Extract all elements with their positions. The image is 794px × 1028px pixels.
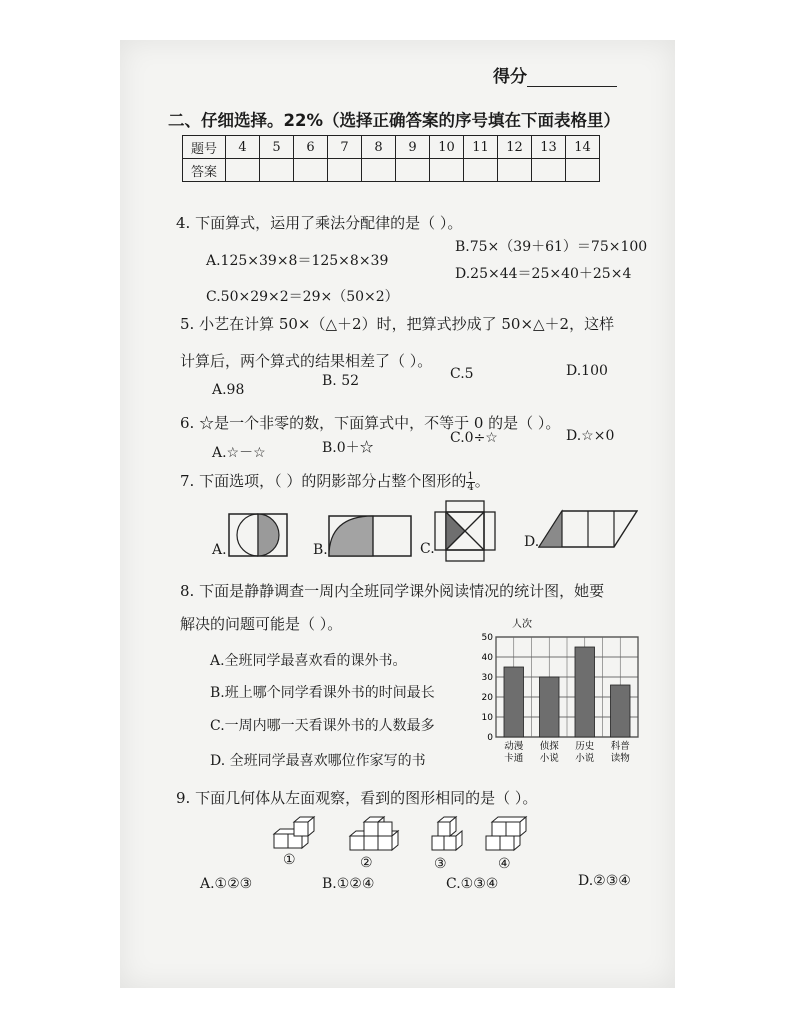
chart-ylabel: 人次 [512,619,532,630]
answer-table-wrap [182,135,600,182]
q9-figure-3 [428,814,468,856]
q7-option-b[interactable]: B. [313,542,328,558]
fraction-one-quarter [466,472,474,493]
q6-option-a[interactable]: A.☆－☆ [212,445,266,461]
answer-table-number: 8 [362,136,396,159]
q5-option-d[interactable]: D.100 [566,363,608,379]
score-area [493,62,617,87]
q8-option-a[interactable]: A.全班同学最喜欢看的课外书。 [210,653,407,669]
answer-table-header-label: 题号 [183,136,226,159]
q5-stem-line2: 计算后，两个算式的结果相差了（ ）。 [180,352,433,370]
answer-table-number: 11 [464,136,498,159]
answer-cell[interactable] [260,159,294,182]
answer-table-number: 14 [566,136,600,159]
chart-bar [539,677,559,737]
answer-cell[interactable] [396,159,430,182]
q9-option-b[interactable]: B.①②④ [322,876,375,892]
answer-table-number: 7 [328,136,362,159]
q7-stem [180,470,490,493]
chart-xtick-label: 历史 [575,741,595,752]
answer-cell[interactable] [328,159,362,182]
answer-cell[interactable] [226,159,260,182]
answer-table-number: 5 [260,136,294,159]
chart-xtick-label: 卡通 [504,753,524,764]
chart-xtick-label: 科普 [610,741,630,752]
q8-stem-line1: 8. 下面是静静调查一周内全班同学课外阅读情况的统计图，她要 [180,582,605,600]
q8-option-c[interactable]: C.一周内哪一天看课外书的人数最多 [210,718,435,734]
reading-bar-chart [478,615,648,775]
q9-figure-label-2: ② [360,855,373,871]
score-label: 得分 [493,67,527,87]
chart-y-axis [482,633,494,743]
chart-xtick-label: 侦探 [539,741,559,752]
section-title: 二、仔细选择。22%（选择正确答案的序号填在下面表格里） [168,111,620,130]
chart-ytick-label: 40 [481,653,493,663]
chart-ytick-label: 50 [481,633,493,643]
q6-option-b[interactable]: B.0＋☆ [322,440,374,456]
q9-option-d[interactable]: D.②③④ [578,873,631,889]
score-blank[interactable] [527,68,617,87]
q6-option-d[interactable]: D.☆×0 [566,428,615,444]
q9-figure-4 [484,810,532,856]
q7-figure-b [328,514,412,558]
q5-option-a[interactable]: A.98 [212,382,245,398]
chart-xtick-label: 动漫 [504,741,524,752]
q8-option-b[interactable]: B.班上哪个同学看课外书的时间最长 [210,685,435,701]
answer-table-answer-label: 答案 [183,159,226,182]
answer-cell[interactable] [430,159,464,182]
q7-stem-text: 7. 下面选项，（ ）的阴影部分占整个图形的 [180,472,467,490]
q5-option-c[interactable]: C.5 [450,366,474,382]
q7-stem-end: 。 [474,472,490,490]
q8-stem-line2: 解决的问题可能是（ ）。 [180,615,343,633]
q6-option-c[interactable]: C.0÷☆ [450,430,498,446]
q4-stem: 4. 下面算式，运用了乘法分配律的是（ ）。 [176,214,463,232]
answer-cell[interactable] [464,159,498,182]
q7-figure-c [434,500,496,562]
answer-cell[interactable] [362,159,396,182]
q9-figure-label-1: ① [283,852,296,868]
answer-table-header-row [183,136,600,159]
answer-table-number: 4 [226,136,260,159]
q9-figure-label-4: ④ [498,856,511,872]
answer-table-number: 13 [532,136,566,159]
answer-cell[interactable] [498,159,532,182]
q7-figure-a [228,512,288,558]
chart-xtick-label: 小说 [539,753,559,764]
fraction-numerator: 1 [467,470,474,482]
fraction-denominator: 4 [467,481,474,493]
q7-option-c[interactable]: C. [420,541,435,557]
q9-option-c[interactable]: C.①③④ [446,876,499,892]
q7-option-d[interactable]: D. [524,534,540,550]
q9-stem: 9. 下面几何体从左面观察，看到的图形相同的是（ ）。 [176,789,538,807]
answer-cell[interactable] [532,159,566,182]
q7-figure-d [538,509,638,549]
chart-bar [575,647,595,737]
chart-x-axis [504,740,630,764]
q8-option-d[interactable]: D. 全班同学最喜欢哪位作家写的书 [210,753,426,769]
q9-option-a[interactable]: A.①②③ [200,876,253,892]
q4-option-a[interactable]: A.125×39×8＝125×8×39 [206,253,389,269]
chart-bar [504,667,524,737]
q9-figure-label-3: ③ [434,856,447,872]
answer-table [182,135,600,182]
answer-table-number: 9 [396,136,430,159]
q5-stem-line1: 5. 小艺在计算 50×（△＋2）时，把算式抄成了 50×△＋2，这样 [180,315,615,333]
chart-ytick-label: 30 [481,673,493,683]
q4-option-c[interactable]: C.50×29×2＝29×（50×2） [206,289,399,305]
q9-figure-1 [272,814,322,854]
answer-table-number: 12 [498,136,532,159]
q4-option-d[interactable]: D.25×44＝25×40＋25×4 [455,266,632,282]
chart-ytick-label: 20 [481,693,493,703]
answer-table-number: 10 [430,136,464,159]
chart-xtick-label: 小说 [575,753,595,764]
chart-xtick-label: 读物 [610,753,630,764]
q6-stem: 6. ☆是一个非零的数，下面算式中，不等于 0 的是（ ）。 [180,414,561,432]
answer-cell[interactable] [294,159,328,182]
q5-option-b[interactable]: B. 52 [322,373,360,389]
q4-option-b[interactable]: B.75×（39＋61）＝75×100 [455,239,648,255]
chart-ytick-label: 0 [487,733,493,743]
q7-option-a[interactable]: A. [212,542,227,558]
answer-cell[interactable] [566,159,600,182]
chart-ytick-label: 10 [481,713,493,723]
q9-figure-2 [348,810,404,856]
chart-bar [610,685,630,737]
answer-table-answer-row [183,159,600,182]
answer-table-number: 6 [294,136,328,159]
